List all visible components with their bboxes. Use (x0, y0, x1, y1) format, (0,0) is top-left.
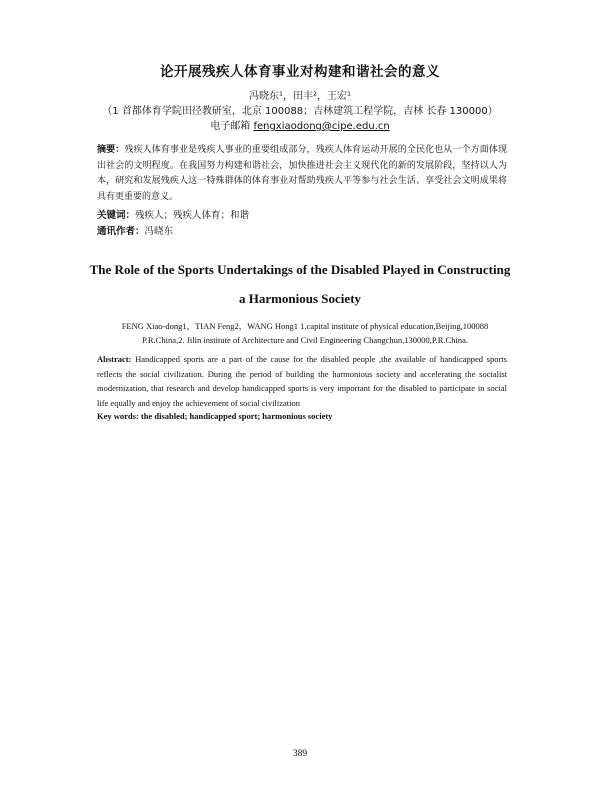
english-abstract (97, 352, 507, 410)
chinese-title: 论开展残疾人体育事业对构建和谐社会的意义 (160, 64, 440, 80)
email-address[interactable]: fengxiaodong@cipe.edu.cn (253, 121, 390, 132)
english-authors-affiliation: FENG Xiao-dong1，TIAN Feng2，WANG Hong1 1.capital institute of physical education,Beijing,100088 P.R.China,2. Jilin institute of Architecture and Civil Engineering Changchun,130000,P.R.China. (121, 321, 489, 345)
email-label: 电子邮箱 (210, 121, 251, 132)
chinese-abstract-text: 残疾人体育事业是残疾人事业的重要组成部分，残疾人体育运动开展的全民化也从一个方面体现出社会的文明程度。在我国努力构建和谐社会，加快推进社会主义现代化的新的发展阶段，坚持以人为本，研究和发展残疾人这一特殊群体的体育事业对帮助残疾人平等参与社会生活、享受社会文明成果将具有更重要的意义。 (97, 145, 507, 202)
corresponding-author (97, 223, 173, 237)
chinese-keywords-label: 关键词： (97, 210, 136, 221)
corresponding-author-name: 冯晓东 (144, 226, 174, 237)
page-number: 389 (292, 749, 308, 759)
chinese-abstract (97, 143, 507, 205)
chinese-keywords (97, 207, 249, 221)
chinese-email-line (0, 117, 600, 132)
english-title-line-1: The Role of the Sports Undertakings of the Disabled Played in Constructing (89, 262, 511, 277)
english-keywords: Key words: the disabled; handicapped sport; harmonious society (97, 411, 333, 421)
chinese-authors: 冯晓东¹，田丰²，王宏¹ (248, 91, 352, 102)
chinese-abstract-label: 摘要： (97, 145, 125, 155)
chinese-affiliation: （1 首都体育学院田径教研室，北京 100088；吉林建筑工程学院，吉林 长春 130000） (102, 106, 498, 117)
chinese-keywords-text: 残疾人；残疾人体育；和谐 (135, 210, 250, 221)
english-title-line-2: a Harmonious Society (238, 291, 362, 306)
english-abstract-text: Handicapped sports are a part of the cause for the disabled people ,the available of handicapped sports reflects the social civilization. During the period of building the harmonious society and accelerating the socialist modernization, that research and develop handicapped sports is very important for the disabled to participate in social life equally and enjoy the achievement of social civilization (97, 354, 507, 408)
english-abstract-label: Abstract: (97, 354, 132, 364)
corresponding-author-label: 通讯作者： (97, 226, 145, 237)
